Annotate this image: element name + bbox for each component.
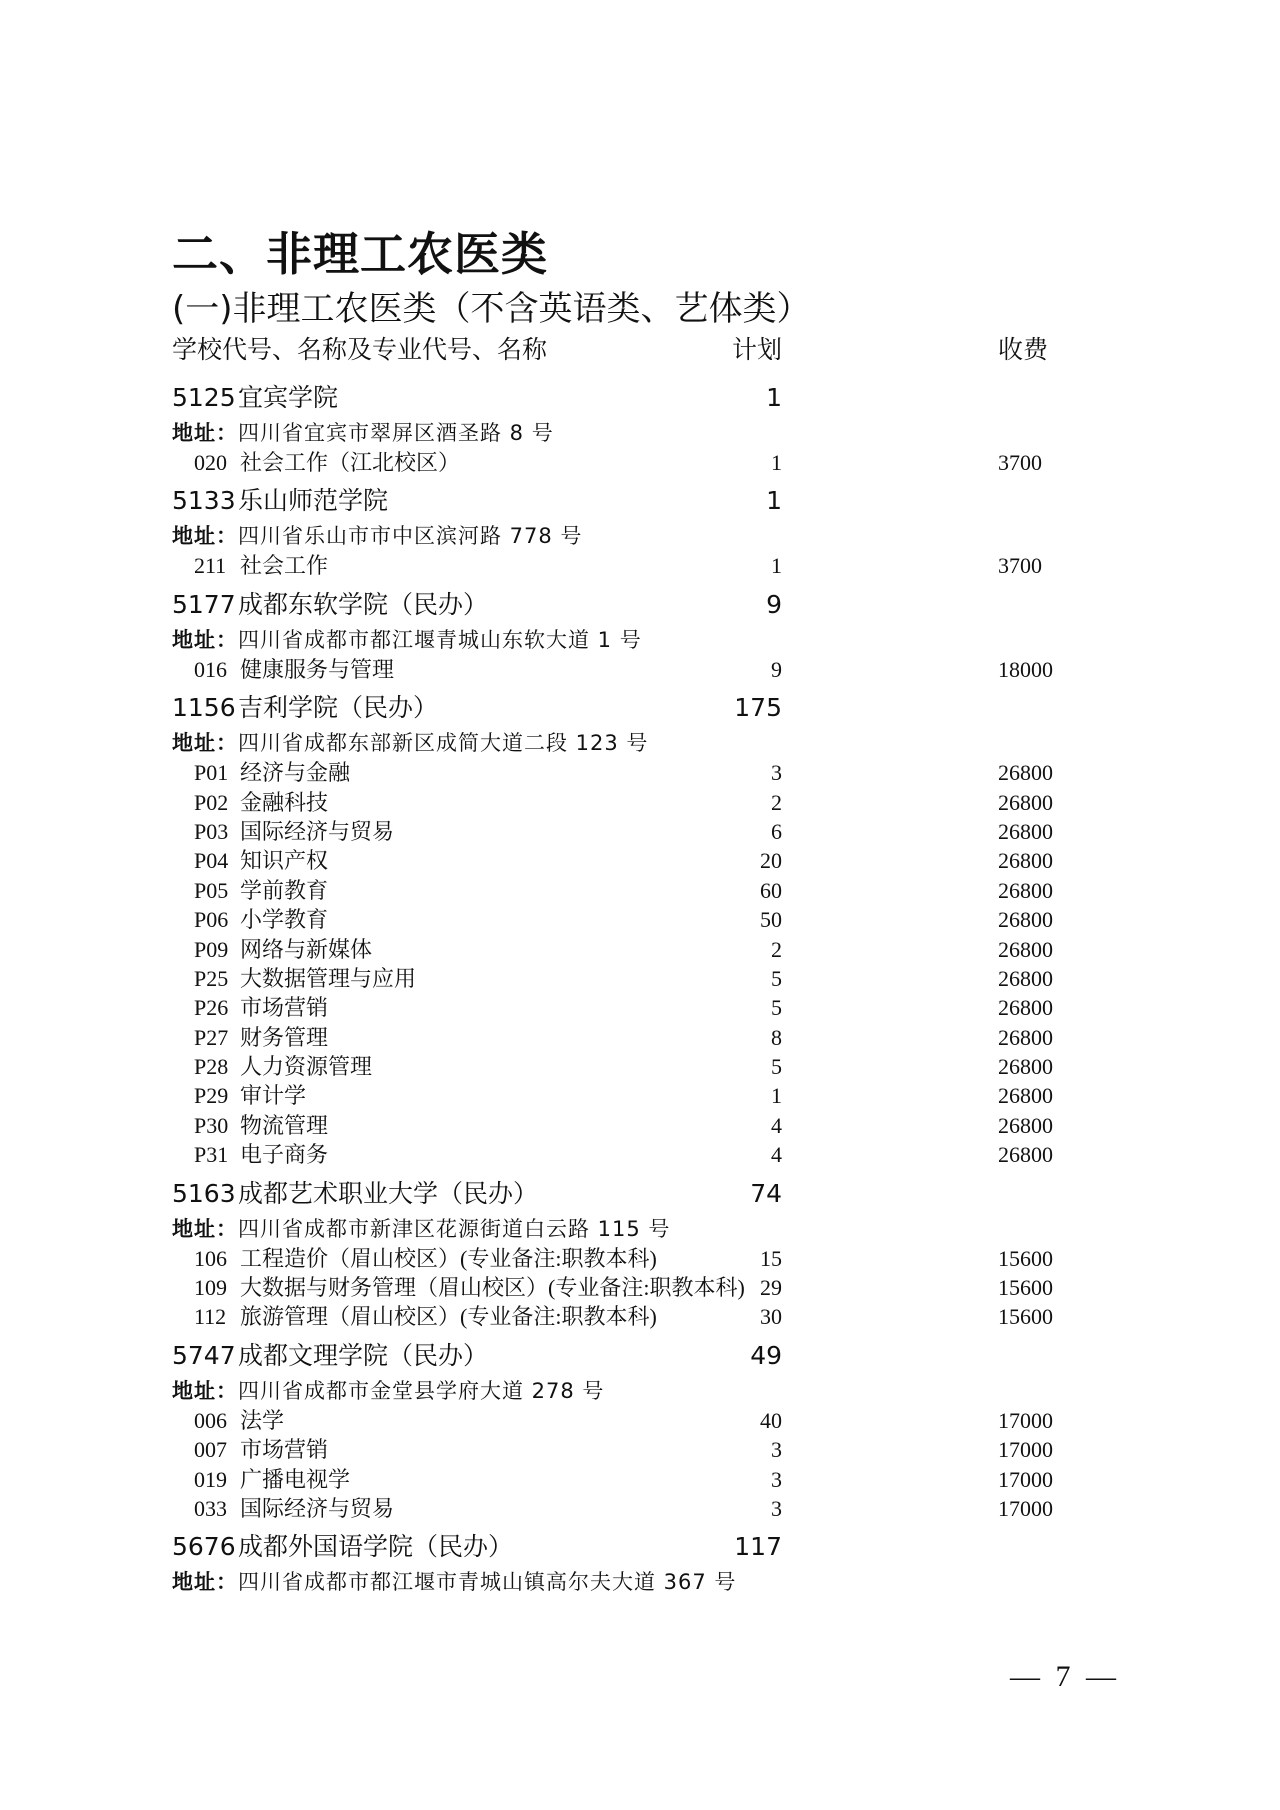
major-code: 112	[194, 1304, 227, 1330]
major-plan: 4	[771, 1142, 782, 1168]
major-fee: 18000	[998, 656, 1053, 682]
major-plan: 2	[771, 936, 782, 962]
major-row	[172, 1023, 1072, 1052]
major-plan: 1	[771, 450, 782, 475]
school-row	[172, 585, 1072, 625]
major-fee: 15600	[998, 1304, 1053, 1330]
major-plan: 5	[771, 965, 782, 991]
major-plan: 5	[771, 995, 782, 1021]
major-fee: 26800	[998, 936, 1053, 962]
address-label: 地址：	[172, 1378, 238, 1403]
major-fee: 26800	[998, 1083, 1053, 1109]
major-code: P09	[194, 936, 229, 962]
address-text: 四川省成都市都江堰市青城山镇高尔夫大道 367 号	[238, 1570, 737, 1595]
major-name: 工程造价（眉山校区）(专业备注:职教本科)	[240, 1245, 657, 1271]
major-plan: 3	[771, 760, 782, 786]
document-body	[172, 226, 1072, 1597]
school-code: 5163	[172, 1178, 236, 1208]
major-code: 033	[194, 1495, 227, 1521]
major-fee: 17000	[998, 1437, 1053, 1463]
major-name: 小学教育	[240, 907, 329, 933]
school-name: 成都艺术职业大学（民办）	[238, 1178, 539, 1208]
major-row	[172, 876, 1072, 905]
address-text: 四川省成都市都江堰青城山东软大道 1 号	[238, 627, 642, 652]
school-plan: 1	[766, 486, 782, 516]
major-row	[172, 1111, 1072, 1140]
major-row	[172, 993, 1072, 1022]
major-fee: 15600	[998, 1245, 1053, 1271]
major-code: 109	[194, 1275, 227, 1301]
address-label: 地址：	[172, 1570, 238, 1595]
major-name: 大数据与财务管理（眉山校区）(专业备注:职教本科)	[240, 1275, 745, 1301]
major-code: P05	[194, 877, 229, 903]
major-name: 国际经济与贸易	[240, 818, 395, 844]
major-name: 大数据管理与应用	[240, 965, 417, 991]
major-name: 旅游管理（眉山校区）(专业备注:职教本科)	[240, 1304, 657, 1330]
major-fee: 26800	[998, 789, 1053, 815]
major-name: 人力资源管理	[240, 1054, 373, 1080]
school-plan: 175	[734, 693, 782, 723]
major-name: 财务管理	[240, 1024, 329, 1050]
major-code: 106	[194, 1245, 227, 1271]
school-row	[172, 1527, 1072, 1567]
address-label: 地址：	[172, 1216, 238, 1241]
major-row	[172, 846, 1072, 875]
address-label: 地址：	[172, 627, 238, 652]
school-address	[172, 1567, 1072, 1597]
major-name: 学前教育	[240, 877, 329, 903]
major-row	[172, 1465, 1072, 1494]
address-text: 四川省成都东部新区成简大道二段 123 号	[238, 731, 649, 756]
major-fee: 17000	[998, 1407, 1053, 1433]
major-row	[172, 1244, 1072, 1273]
major-row	[172, 817, 1072, 846]
address-text: 四川省成都市金堂县学府大道 278 号	[238, 1378, 605, 1403]
major-code: P04	[194, 848, 229, 874]
school-plan: 117	[734, 1532, 782, 1562]
school-row	[172, 378, 1072, 418]
major-code: 020	[194, 450, 227, 475]
page-number: — 7 —	[1010, 1660, 1120, 1693]
address-text: 四川省成都市新津区花源街道白云路 115 号	[238, 1216, 671, 1241]
address-text: 四川省乐山市市中区滨河路 778 号	[238, 524, 583, 549]
major-name: 网络与新媒体	[240, 936, 373, 962]
school-address	[172, 1214, 1072, 1244]
address-label: 地址：	[172, 731, 238, 756]
major-row	[172, 1406, 1072, 1435]
school-row	[172, 1174, 1072, 1214]
school-code: 5133	[172, 486, 236, 516]
major-fee: 26800	[998, 1054, 1053, 1080]
school-name: 成都外国语学院（民办）	[238, 1532, 514, 1562]
major-code: P02	[194, 789, 229, 815]
major-fee: 26800	[998, 995, 1053, 1021]
school-address	[172, 728, 1072, 758]
major-fee: 26800	[998, 965, 1053, 991]
major-row	[172, 935, 1072, 964]
school-row	[172, 481, 1072, 521]
major-fee: 26800	[998, 848, 1053, 874]
school-name: 吉利学院（民办）	[238, 693, 439, 723]
major-fee: 17000	[998, 1466, 1053, 1492]
major-name: 健康服务与管理	[240, 656, 395, 682]
major-name: 电子商务	[240, 1142, 329, 1168]
major-fee: 26800	[998, 907, 1053, 933]
major-name: 知识产权	[240, 848, 329, 874]
major-plan: 5	[771, 1054, 782, 1080]
subsection-heading: (一)非理工农医类（不含英语类、艺体类）	[172, 289, 811, 329]
major-name: 广播电视学	[240, 1466, 351, 1492]
major-row	[172, 1273, 1072, 1302]
school-block	[172, 481, 1072, 580]
major-code: 019	[194, 1466, 227, 1492]
major-fee: 26800	[998, 1142, 1053, 1168]
major-code: P29	[194, 1083, 229, 1109]
school-row	[172, 1336, 1072, 1376]
column-header-fee: 收费	[998, 335, 1049, 364]
school-block	[172, 378, 1072, 477]
major-name: 审计学	[240, 1083, 307, 1109]
major-fee: 26800	[998, 1112, 1053, 1138]
major-code: P27	[194, 1024, 229, 1050]
major-plan: 8	[771, 1024, 782, 1050]
major-row	[172, 964, 1072, 993]
school-address	[172, 418, 1072, 448]
major-code: 007	[194, 1437, 227, 1463]
major-row	[172, 1494, 1072, 1523]
major-fee: 26800	[998, 877, 1053, 903]
column-header-plan: 计划	[731, 335, 782, 364]
major-name: 社会工作	[240, 553, 329, 579]
column-header-name: 学校代号、名称及专业代号、名称	[172, 335, 548, 364]
major-row	[172, 758, 1072, 787]
major-fee: 26800	[998, 760, 1053, 786]
major-code: P30	[194, 1112, 229, 1138]
major-code: 006	[194, 1407, 227, 1433]
major-plan: 3	[771, 1466, 782, 1492]
school-code: 1156	[172, 693, 236, 723]
major-plan: 1	[771, 553, 782, 579]
school-list	[172, 378, 1072, 1597]
major-row	[172, 1081, 1072, 1110]
school-name: 成都文理学院（民办）	[238, 1340, 489, 1370]
major-row	[172, 1052, 1072, 1081]
major-row	[172, 448, 1072, 477]
major-name: 经济与金融	[240, 760, 351, 786]
major-fee: 17000	[998, 1495, 1053, 1521]
column-header-row	[172, 330, 1072, 374]
major-plan: 1	[771, 1083, 782, 1109]
major-fee: 26800	[998, 1024, 1053, 1050]
major-code: 211	[194, 553, 227, 579]
major-code: P25	[194, 965, 229, 991]
school-plan: 74	[750, 1178, 782, 1208]
school-code: 5177	[172, 589, 236, 619]
major-plan: 9	[771, 656, 782, 682]
major-row	[172, 1302, 1072, 1331]
major-row	[172, 655, 1072, 684]
major-name: 物流管理	[240, 1112, 329, 1138]
major-code: P06	[194, 907, 229, 933]
major-plan: 3	[771, 1495, 782, 1521]
school-address	[172, 625, 1072, 655]
major-row	[172, 1435, 1072, 1464]
major-fee: 15600	[998, 1275, 1053, 1301]
major-code: 016	[194, 656, 227, 682]
school-address	[172, 521, 1072, 551]
major-plan: 3	[771, 1437, 782, 1463]
major-code: P03	[194, 818, 229, 844]
school-name: 乐山师范学院	[238, 486, 389, 516]
major-plan: 20	[760, 848, 782, 874]
school-address	[172, 1376, 1072, 1406]
school-block	[172, 688, 1072, 1169]
school-code: 5747	[172, 1340, 236, 1370]
major-plan: 50	[760, 907, 782, 933]
school-plan: 49	[750, 1340, 782, 1370]
major-name: 国际经济与贸易	[240, 1495, 395, 1521]
school-plan: 9	[766, 589, 782, 619]
major-row	[172, 551, 1072, 580]
major-fee: 3700	[998, 553, 1042, 579]
address-text: 四川省宜宾市翠屏区酒圣路 8 号	[238, 421, 554, 445]
major-fee: 3700	[998, 450, 1042, 475]
major-plan: 6	[771, 818, 782, 844]
school-block	[172, 1336, 1072, 1524]
major-code: P28	[194, 1054, 229, 1080]
major-name: 法学	[240, 1407, 285, 1433]
school-name: 宜宾学院	[238, 383, 339, 412]
major-code: P31	[194, 1142, 229, 1168]
major-plan: 40	[760, 1407, 782, 1433]
major-plan: 30	[760, 1304, 782, 1330]
school-block	[172, 1174, 1072, 1332]
address-label: 地址：	[172, 421, 238, 445]
major-row	[172, 1140, 1072, 1169]
major-plan: 60	[760, 877, 782, 903]
major-name: 社会工作（江北校区）	[240, 450, 461, 475]
major-name: 市场营销	[240, 995, 329, 1021]
section-heading: 二、非理工农医类	[172, 227, 548, 281]
school-name: 成都东软学院（民办）	[238, 589, 489, 619]
major-plan: 29	[760, 1275, 782, 1301]
school-plan: 1	[766, 383, 782, 412]
major-name: 金融科技	[240, 789, 329, 815]
major-code: P01	[194, 760, 229, 786]
major-plan: 2	[771, 789, 782, 815]
school-code: 5676	[172, 1532, 236, 1562]
school-block	[172, 585, 1072, 684]
major-plan: 4	[771, 1112, 782, 1138]
school-row	[172, 688, 1072, 728]
school-block	[172, 1527, 1072, 1597]
school-code: 5125	[172, 383, 236, 412]
address-label: 地址：	[172, 524, 238, 549]
major-code: P26	[194, 995, 229, 1021]
major-fee: 26800	[998, 818, 1053, 844]
major-row	[172, 905, 1072, 934]
major-name: 市场营销	[240, 1437, 329, 1463]
major-row	[172, 788, 1072, 817]
major-plan: 15	[760, 1245, 782, 1271]
